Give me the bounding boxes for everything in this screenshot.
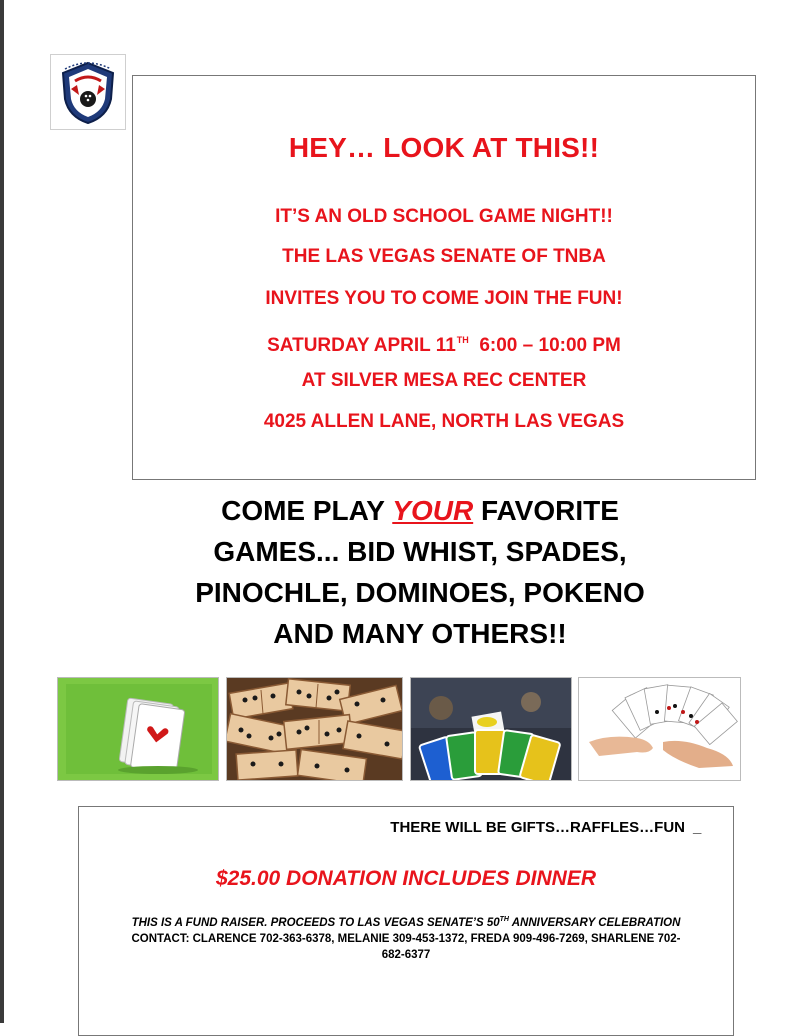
fundraiser-suffix: TH (499, 916, 509, 923)
fundraiser-line (89, 912, 723, 931)
invitation-line-1: IT’S AN OLD SCHOOL GAME NIGHT!! (275, 206, 613, 227)
event-date-time (133, 329, 755, 357)
window-edge (0, 0, 4, 1023)
event-time: 6:00 – 10:00 PM (479, 335, 621, 356)
tnba-bowling-shield-emblem-icon (51, 55, 125, 129)
uno-cards-game-photo (411, 678, 571, 780)
games-emphasis: YOUR (392, 495, 474, 526)
photo-hand-cards (578, 677, 741, 781)
photo-uno (410, 677, 572, 781)
photo-cards-green (57, 677, 219, 781)
games-line-2: GAMES... BID WHIST, SPADES, (213, 536, 627, 567)
invitation-line-3: INVITES YOU TO COME JOIN THE FUN! (265, 288, 623, 309)
event-address: 4025 ALLEN LANE, NORTH LAS VEGAS (263, 411, 625, 432)
photo-dominoes (226, 677, 403, 781)
headline: HEY… LOOK AT THIS!! (288, 132, 600, 163)
details-box (78, 806, 734, 1036)
hand-holding-cards-photo (579, 678, 740, 780)
donation-line: $25.00 DONATION INCLUDES DINNER (215, 867, 596, 890)
fundraiser-text: THIS IS A FUND RAISER. PROCEEDS TO LAS VEGAS SENATE’S 50 (131, 917, 500, 929)
contact-line-2: 682-6377 (381, 949, 431, 961)
gifts-underscore: _ (693, 819, 702, 836)
contact-line-1: CONTACT: CLARENCE 702-363-6378, MELANIE 309-453-1372, FREDA 909-496-7269, SHARLENE 702- (131, 933, 681, 945)
invitation-line-2: THE LAS VEGAS SENATE OF TNBA (282, 246, 606, 267)
fundraiser-text-end: ANNIVERSARY CELEBRATION (508, 917, 681, 929)
games-line-1-post: FAVORITE (473, 495, 619, 526)
invitation-box (132, 75, 756, 480)
tnba-logo (50, 54, 126, 130)
playing-cards-on-green-photo (58, 678, 218, 780)
games-line-1-pre: COME PLAY (221, 495, 393, 526)
games-description (100, 490, 740, 654)
event-date-suffix: TH (456, 335, 469, 345)
games-line-3: PINOCHLE, DOMINOES, POKENO (195, 577, 645, 608)
games-line-1 (100, 490, 740, 531)
dominoes-pile-photo (227, 678, 402, 780)
event-date: SATURDAY APRIL 11 (267, 335, 456, 356)
event-venue: AT SILVER MESA REC CENTER (301, 370, 587, 391)
gifts-raffles-line: THERE WILL BE GIFTS…RAFFLES…FUN (390, 819, 685, 836)
fundraiser-contact-text (89, 912, 723, 963)
games-line-4: AND MANY OTHERS!! (273, 618, 567, 649)
